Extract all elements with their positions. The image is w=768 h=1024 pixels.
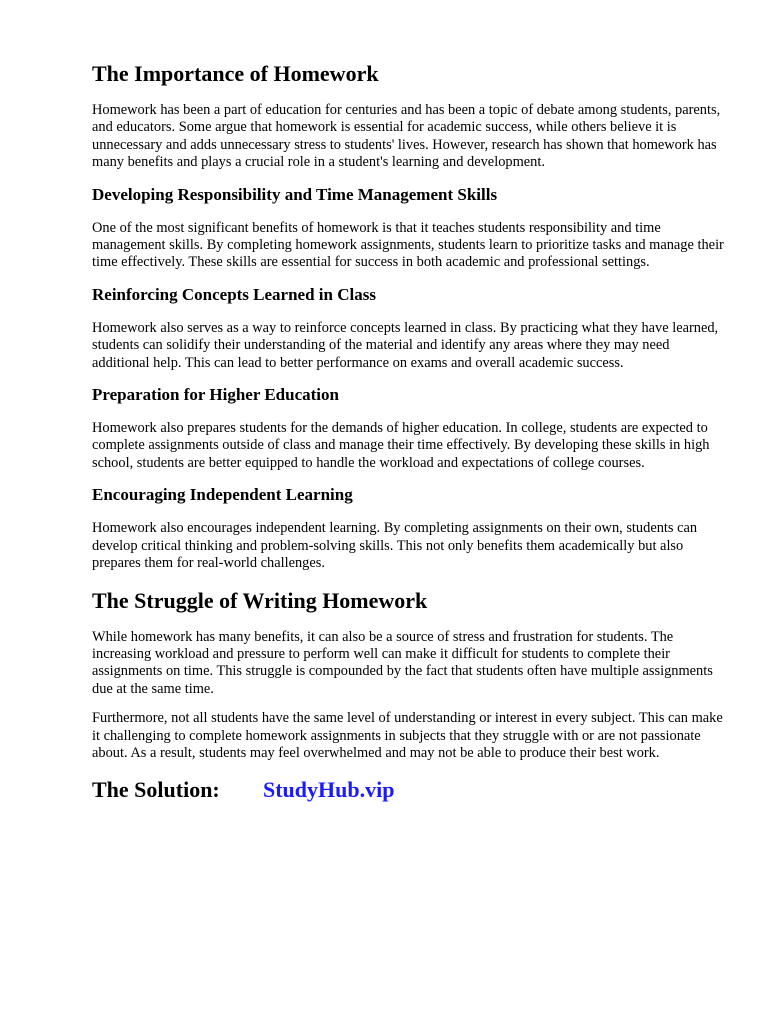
- struggle-paragraph-1: While homework has many benefits, it can also be a source of stress and frustration for students. The increasing workload and pressure to perform well can make it difficult for students to complete their assignments on time. This struggle is compounded by the fact that students often have multiple assignments due at the same time.: [92, 628, 713, 697]
- solution-line: [92, 776, 728, 804]
- section-heading-reinforcing: Reinforcing Concepts Learned in Class: [92, 284, 376, 304]
- struggle-paragraph-2: Furthermore, not all students have the same level of understanding or interest in every subject. This can make it challenging to complete homework assignments in subjects that they struggle with or are not passionate about. As a result, students may feel overwhelmed and may not be able to produce their best work.: [92, 710, 723, 761]
- solution-label: The Solution:: [92, 777, 220, 803]
- section-heading-independent-learning: Encouraging Independent Learning: [92, 485, 353, 505]
- section-body-reinforcing: Homework also serves as a way to reinforce concepts learned in class. By practicing what they have learned, students can solidify their understanding of the material and identify any areas where they may need additional help. This can lead to better performance on exams and overall academic success.: [92, 319, 719, 371]
- page-title: The Importance of Homework: [92, 61, 379, 86]
- section-heading-responsibility: Developing Responsibility and Time Management Skills: [92, 184, 498, 204]
- struggle-title: The Struggle of Writing Homework: [92, 587, 428, 613]
- intro-paragraph: Homework has been a part of education for centuries and has been a topic of debate among students, parents, and educators. Some argue that homework is essential for academic success, while others believe it is unnecessary and adds unnecessary stress to students' lives. However, research has shown that homework has many benefits and plays a crucial role in a student's learning and development.: [92, 102, 721, 171]
- section-body-responsibility: One of the most significant benefits of homework is that it teaches students responsibility and time management skills. By completing homework assignments, students learn to prioritize tasks and manage their time effectively. These skills are essential for success in both academic and professional settings.: [92, 219, 724, 271]
- section-body-higher-education: Homework also prepares students for the demands of higher education. In college, students are expected to complete assignments outside of class and manage their time effectively. By developing these skills in high school, students are better equipped to handle the workload and expectations of college courses.: [92, 420, 710, 471]
- section-body-independent-learning: Homework also encourages independent learning. By completing assignments on their own, students can develop critical thinking and problem-solving skills. This not only benefits them academically but also prepares them for real-world challenges.: [92, 520, 698, 572]
- studyhub-link[interactable]: StudyHub.vip: [263, 777, 395, 803]
- section-heading-higher-education: Preparation for Higher Education: [92, 385, 339, 405]
